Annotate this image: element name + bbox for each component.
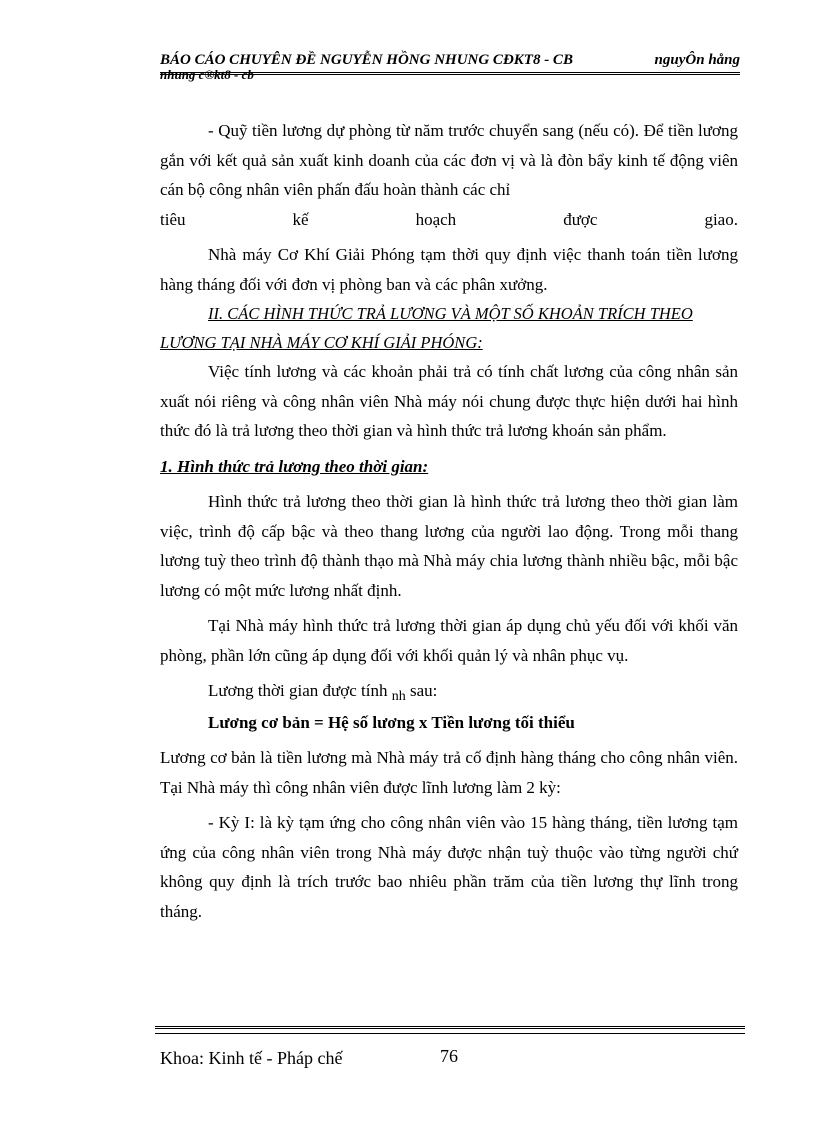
footer-department: Khoa: Kinh tế - Pháp chế [160,1048,343,1068]
paragraph-6-end: sau: [410,681,438,700]
paragraph-4: Hình thức trả lương theo thời gian là hình thức trả lương theo thời gian làm việc, trình độ cấp bậc và theo thang lương của người lao động. Trong mỗi thang lương tuỳ theo trình độ thành thạo mà Nhà máy chia lương thành nhiều bậc, mỗi bậc lương có một mức lương nhất định. [160,492,738,600]
subsection-heading: 1. Hình thức trả lương theo thời gian: [160,456,429,476]
page-number: 76 [440,1046,458,1066]
paragraph-7: Lương cơ bản là tiền lương mà Nhà máy trả cố định hàng tháng cho công nhân viên. Tại Nhà máy thì công nhân viên được lĩnh lương làm 2 kỳ: [160,748,738,797]
paragraph-1-last-line [160,205,738,235]
section-heading-line-1: II. CÁC HÌNH THỨC TRẢ LƯƠNG VÀ MỘT SỐ KHOẢN TRÍCH THEO [208,304,693,323]
footer-divider-thin [155,1033,745,1034]
word: giao. [704,209,738,229]
word: kế [292,209,309,229]
paragraph-2: Nhà máy Cơ Khí Giải Phóng tạm thời quy định việc thanh toán tiền lương hàng tháng đối với đơn vị phòng ban và các phân xưởng. [160,245,738,294]
paragraph-6-fragment: nh [391,689,406,704]
header-divider [160,72,740,78]
paragraph-5: Tại Nhà máy hình thức trả lương thời gian áp dụng chủ yếu đối với khối văn phòng, phần lớn cũng áp dụng đối với khối quản lý và nhân phục vụ. [160,616,738,665]
paragraph-6-text: Lương thời gian được tính [208,681,388,700]
section-heading [160,299,738,357]
paragraph-6 [160,676,738,708]
paragraph-1: - Quỹ tiền lương dự phòng từ năm trước chuyển sang (nếu có). Để tiền lương gắn với kết quả sản xuất kinh doanh của các đơn vị và là đòn bẩy kinh tế động viên cán bộ công nhân viên phấn đấu hoàn thành các chỉ [160,121,738,199]
footer-divider [155,1026,745,1032]
word: tiêu [160,209,186,229]
header-author: nguyÔn hång [654,52,740,68]
header-title: BÁO CÁO CHUYÊN ĐỀ NGUYỄN HỒNG NHUNG CĐKT8 - CB [160,52,573,68]
paragraph-3: Việc tính lương và các khoản phải trả có tính chất lương của công nhân sản xuất nói riêng và công nhân viên Nhà máy nói chung được thực hiện dưới hai hình thức đó là trả lương theo thời gian và hình thức trả lương khoán sản phẩm. [160,362,738,440]
paragraph-8: - Kỳ I: là kỳ tạm ứng cho công nhân viên vào 15 hàng tháng, tiền lương tạm ứng của công nhân viên trong Nhà máy được nhận tuỳ thuộc vào từng người chứ không quy định là trích trước bao nhiêu phần trăm của tiền lương thự lĩnh trong tháng. [160,813,738,921]
page-body [160,116,738,926]
section-heading-line-2: LƯƠNG TẠI NHÀ MÁY CƠ KHÍ GIẢI PHÓNG: [160,333,483,352]
word: hoạch [415,209,457,229]
header-subtitle: nhung c®kt8 - cb [160,67,254,82]
word: được [563,209,598,229]
page-header [160,52,740,83]
salary-formula: Lương cơ bản = Hệ số lương x Tiền lương tối thiểu [208,712,575,732]
